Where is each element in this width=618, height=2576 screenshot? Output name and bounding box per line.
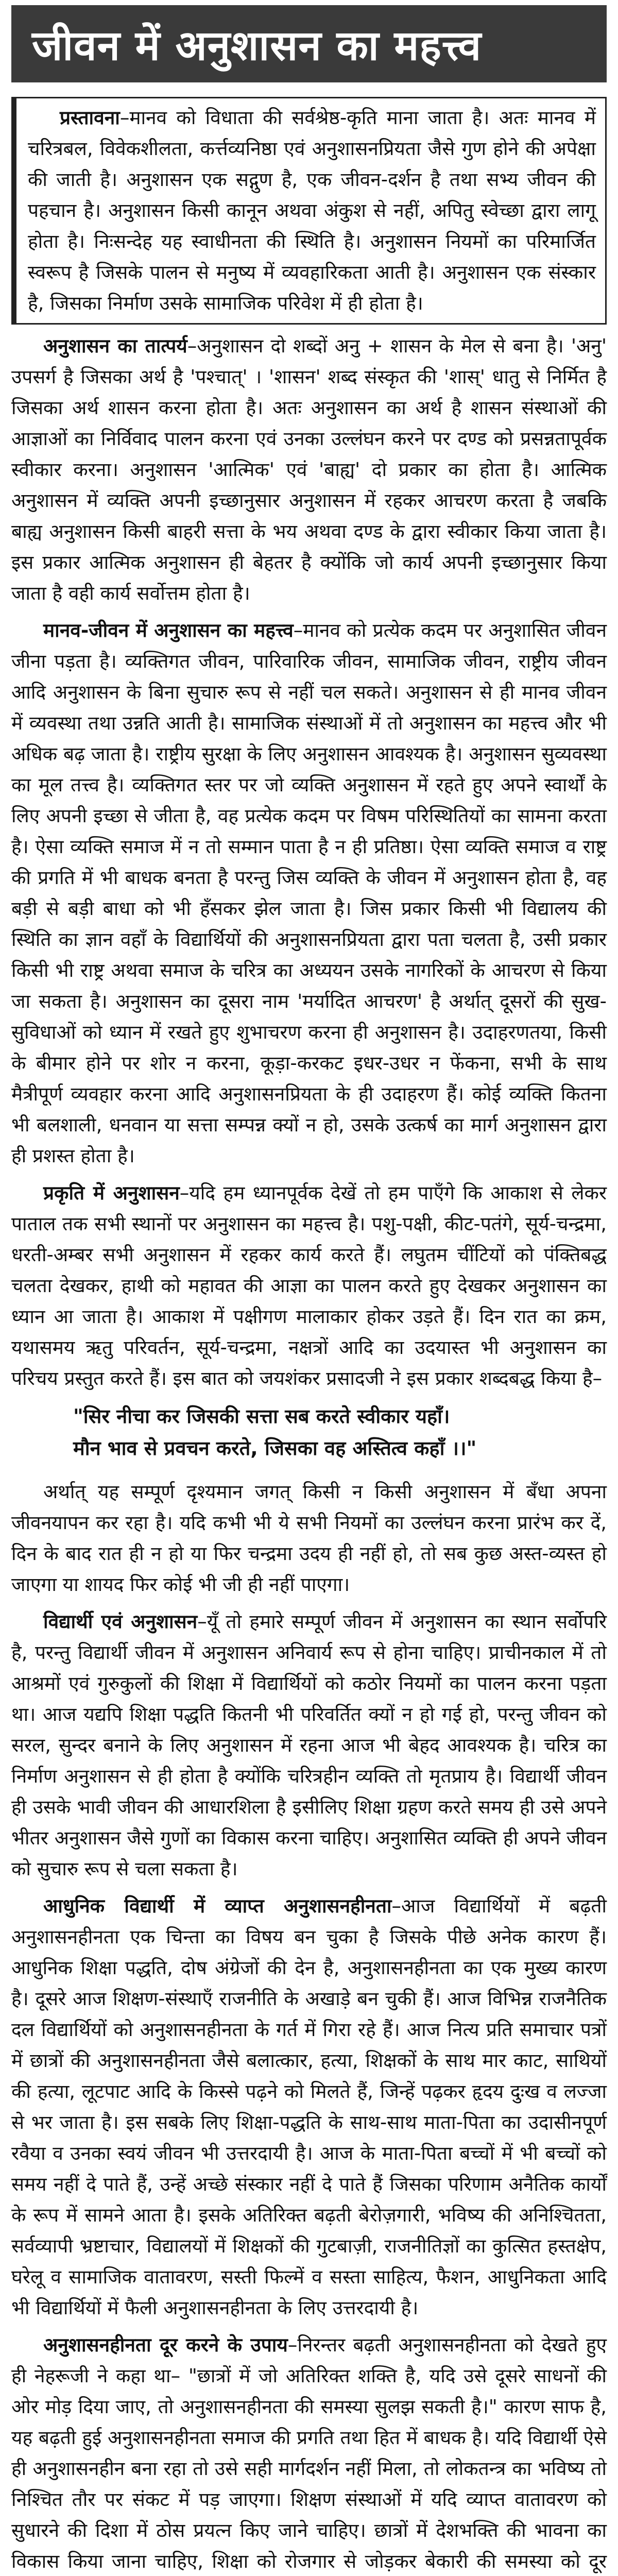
section-student-discipline bbox=[11, 1606, 607, 1885]
poem-line-2: मौन भाव से प्रवचन करते, जिसका वह अस्तित्व कहाँ ।।" bbox=[73, 1437, 477, 1460]
section-remedies bbox=[11, 2330, 607, 2576]
section-paragraph: प्रकृति में अनुशासन–यदि हम ध्यानपूर्वक देखें तो हम पाएँगे कि आकाश से लेकर पाताल तक सभी स्थानों पर अनुशासन का महत्त्व है। पशु-पक्षी, कीट-पतंगे, सूर्य-चन्द्रमा, धरती-अम्बर सभी अनुशासन में रहकर कार्य करते हैं। लघुतम चींटियों को पंक्तिबद्ध चलता देखकर, हाथी को महावत की आज्ञा का पालन करते हुए देखकर अनुशासन का ध्यान आ जाता है। आकाश में पक्षीगण मालाकार होकर उड़ते हैं। दिन रात का क्रम, यथासमय ऋतु परिवर्तन, सूर्य-चन्द्रमा, नक्षत्रों आदि का उदयास्त भी अनुशासन का परिचय प्रस्तुत करते हैं। इस बात को जयशंकर प्रसादजी ने इस प्रकार शब्दबद्ध किया है– bbox=[11, 1182, 607, 1389]
section-text: अनुशासन दो शब्दों अनु + शासन के मेल से बना है। 'अनु' उपसर्ग है जिसका अर्थ है 'पश्चात्' । 'शासन' शब्द संस्कृत की 'शास्' धातु से निर्मित है जिसका अर्थ शासन करना होता है। अतः अनुशासन का अर्थ है शासन संस्थाओं की आज्ञाओं का निर्विवाद पालन करना एवं उनका उल्लंघन करने पर दण्ड को प्रसन्नतापूर्वक स्वीकार करना। अनुशासन 'आत्मिक' एवं 'बाह्य' दो प्रकार का होता है। आत्मिक अनुशासन में व्यक्ति अपनी इच्छानुसार अनुशासन में रहकर आचरण करता है जबकि बाह्य अनुशासन किसी बाहरी सत्ता के भय अथवा दण्ड के द्वारा स्वीकार किया जाता है। इस प्रकार आत्मिक अनुशासन ही बेहतर है क्योंकि जो कार्य अपनी इच्छानुसार किया जाता है वही कार्य सर्वोत्तम होता है। bbox=[11, 335, 607, 604]
section-importance bbox=[11, 615, 607, 1172]
section-paragraph: आधुनिक विद्यार्थी में व्याप्त अनुशासनहीनता–आज विद्यार्थियों में बढ़ती अनुशासनहीनता एक चिन्ता का विषय बन चुका है जिसके पीछे अनेक कारण हैं। आधुनिक शिक्षा पद्धति, दोष अंग्रेजों की देन है, अनुशासनहीनता का एक मुख्य कारण है। दूसरे आज शिक्षण-संस्थाएँ राजनीति के अखाड़े बन चुकी हैं। आज विभिन्न राजनैतिक दल विद्यार्थियों को अनुशासनहीनता के गर्त में गिरा रहे हैं। आज नित्य प्रति समाचार पत्रों में छात्रों की अनुशासनहीनता जैसे बलात्कार, हत्या, शिक्षकों के साथ मार काट, साथियों की हत्या, लूटपाट आदि के किस्से पढ़ने को मिलते हैं, जिन्हें पढ़कर हृदय दुःख व लज्जा से भर जाता है। इस सबके लिए शिक्षा-पद्धति के साथ-साथ माता-पिता का उदासीनपूर्ण रवैया व उनका स्वयं जीवन भी उत्तरदायी है। आज के माता-पिता बच्चों में भी बच्चों को समय नहीं दे पाते हैं, उन्हें अच्छे संस्कार नहीं दे पाते हैं जिसका परिणाम अनैतिक कार्यों के रूप में सामने आता है। इसके अतिरिक्त बढ़ती बेरोज़गारी, भविष्य की अनिश्चितता, सर्वव्यापी भ्रष्टाचार, विद्यालयों में शिक्षकों की गुटबाज़ी, राजनीतिज्ञों का कुत्सित हस्तक्षेप, घरेलू व सामाजिक वातावरण, सस्ती फिल्में व सस्ता साहित्य, फैशन, आधुनिकता आदि भी विद्यार्थियों में फैली अनुशासनहीनता के लिए उत्तरदायी है। bbox=[11, 1895, 607, 2319]
after-poem-text: अर्थात् यह सम्पूर्ण दृश्यमान जगत् किसी न किसी अनुशासन में बँधा अपना जीवनयापन कर रहा है। यदि कभी भी ये सभी नियमों का उल्लंघन करना प्रारंभ कर दें, दिन के बाद रात ही न हो या फिर चन्द्रमा उदय ही नहीं हो, तो सब कुछ अस्त-व्यस्त हो जाएगा या शायद फिर कोई भी जी ही नहीं पाएगा। bbox=[11, 1481, 607, 1596]
section-indiscipline bbox=[11, 1891, 607, 2324]
title-banner bbox=[11, 5, 607, 82]
section-text: निरन्तर बढ़ती अनुशासनहीनता को देखते हुए ही नेहरूजी ने कहा था– "छात्रों में जो अतिरिक्त शक्ति है, यदि उसे दूसरे साधनों की ओर मोड़ दिया जाए, तो अनुशासनहीनता की समस्या सुलझ सकती है।" कारण साफ है, यह बढ़ती हुई अनुशासनहीनता समाज की प्रगति तथा हित में बाधक है। यदि विद्यार्थी ऐसे ही अनुशासनहीन बना रहा तो उसे सही मार्गदर्शन नहीं मिला, तो लोकतन्त्र का भविष्य तो निश्चित तौर पर संकट में पड़ जाएगा। शिक्षण संस्थाओं में यदि व्याप्त वातावरण को सुधारने की दिशा में ठोस प्रयत्न किए जाने चाहिए। छात्रों में देशभक्ति की भावना का विकास किया जाना चाहिए, शिक्षा को रोजगार से जोड़कर बेकारी की समस्या को दूर bbox=[11, 2334, 607, 2572]
section-meaning bbox=[11, 331, 607, 609]
section-text: आज विद्यार्थियों में बढ़ती अनुशासनहीनता एक चिन्ता का विषय बन चुका है जिसके पीछे अनेक कारण हैं। आधुनिक शिक्षा पद्धति, दोष अंग्रेजों की देन है, अनुशासनहीनता का एक मुख्य कारण है। दूसरे आज शिक्षण-संस्थाएँ राजनीति के अखाड़े बन चुकी हैं। आज विभिन्न राजनैतिक दल विद्यार्थियों को अनुशासनहीनता के गर्त में गिरा रहे हैं। आज नित्य प्रति समाचार पत्रों में छात्रों की अनुशासनहीनता जैसे बलात्कार, हत्या, शिक्षकों के साथ मार काट, साथियों की हत्या, लूटपाट आदि के किस्से पढ़ने को मिलते हैं, जिन्हें पढ़कर हृदय दुःख व लज्जा से भर जाता है। इस सबके लिए शिक्षा-पद्धति के साथ-साथ माता-पिता का उदासीनपूर्ण रवैया व उनका स्वयं जीवन भी उत्तरदायी है। आज के माता-पिता बच्चों में भी बच्चों को समय नहीं दे पाते हैं, उन्हें अच्छे संस्कार नहीं दे पाते हैं जिसका परिणाम अनैतिक कार्यों के रूप में सामने आता है। इसके अतिरिक्त बढ़ती बेरोज़गारी, भविष्य की अनिश्चितता, सर्वव्यापी भ्रष्टाचार, विद्यालयों में शिक्षकों की गुटबाज़ी, राजनीतिज्ञों का कुत्सित हस्तक्षेप, घरेलू व सामाजिक वातावरण, सस्ती फिल्में व सस्ता साहित्य, फैशन, आधुनिकता आदि भी विद्यार्थियों में फैली अनुशासनहीनता के लिए उत्तरदायी है। bbox=[11, 1895, 607, 2319]
section-heading: विद्यार्थी एवं अनुशासन bbox=[43, 1611, 198, 1633]
section-introduction bbox=[11, 97, 607, 325]
section-paragraph: अनुशासन का तात्पर्य–अनुशासन दो शब्दों अनु + शासन के मेल से बना है। 'अनु' उपसर्ग है जिसका अर्थ है 'पश्चात्' । 'शासन' शब्द संस्कृत की 'शास्' धातु से निर्मित है जिसका अर्थ शासन करना होता है। अतः अनुशासन का अर्थ है शासन संस्थाओं की आज्ञाओं का निर्विवाद पालन करना एवं उनका उल्लंघन करने पर दण्ड को प्रसन्नतापूर्वक स्वीकार करना। अनुशासन 'आत्मिक' एवं 'बाह्य' दो प्रकार का होता है। आत्मिक अनुशासन में व्यक्ति अपनी इच्छानुसार अनुशासन में रहकर आचरण करता है जबकि बाह्य अनुशासन किसी बाहरी सत्ता के भय अथवा दण्ड के द्वारा स्वीकार किया जाता है। इस प्रकार आत्मिक अनुशासन ही बेहतर है क्योंकि जो कार्य अपनी इच्छानुसार किया जाता है वही कार्य सर्वोत्तम होता है। bbox=[11, 335, 607, 604]
section-after-poem bbox=[11, 1477, 607, 1600]
poem-line-1: "सिर नीचा कर जिसकी सत्ता सब करते स्वीकार यहाँ। bbox=[73, 1405, 450, 1428]
section-text: मानव को प्रत्येक कदम पर अनुशासित जीवन जीना पड़ता है। व्यक्तिगत जीवन, पारिवारिक जीवन, सामाजिक जीवन, राष्ट्रीय जीवन आदि अनुशासन के बिना सुचारु रूप से नहीं चल सकते। अनुशासन से ही मानव जीवन में व्यवस्था तथा उन्नति आती है। सामाजिक संस्थाओं में तो अनुशासन का महत्त्व और भी अधिक बढ़ जाता है। राष्ट्रीय सुरक्षा के लिए अनुशासन आवश्यक है। अनुशासन सुव्यवस्था का मूल तत्त्व है। व्यक्तिगत स्तर पर जो व्यक्ति अनुशासन में रहते हुए अपने स्वार्थों के लिए अपनी इच्छा से जीता है, वह प्रत्येक कदम पर विषम परिस्थितियों का सामना करता है। ऐसा व्यक्ति समाज में न तो सम्मान पाता है न ही प्रतिष्ठा। ऐसा व्यक्ति समाज व राष्ट्र की प्रगति में भी बाधक बनता है परन्तु जिस व्यक्ति के जीवन में अनुशासन होता है, वह बड़ी से बड़ी बाधा को भी हँसकर झेल जाता है। जिस प्रकार किसी भी विद्यालय की स्थिति का ज्ञान वहाँ के विद्यार्थियों की अनुशासनप्रियता द्वारा पता चलता है, उसी प्रकार किसी भी राष्ट्र अथवा समाज के चरित्र का अध्ययन उसके नागरिकों के आचरण से किया जा सकता है। अनुशासन का दूसरा नाम 'मर्यादित आचरण' है अर्थात् दूसरों की सुख-सुविधाओं को ध्यान में रखते हुए शुभाचरण करना ही अनुशासन है। उदाहरणतया, किसी के बीमार होने पर शोर न करना, कूड़ा-करकट इधर-उधर न फेंकना, सभी के साथ मैत्रीपूर्ण व्यवहार करना आदि अनुशासनप्रियता के ही उदाहरण हैं। कोई व्यक्ति कितना भी बलशाली, धनवान या सत्ता सम्पन्न क्यों न हो, उसके उत्कर्ष का मार्ग अनुशासन द्वारा ही प्रशस्त होता है। bbox=[11, 619, 607, 1167]
page-title: जीवन में अनुशासन का महत्त्व bbox=[32, 21, 482, 70]
section-nature bbox=[11, 1178, 607, 1394]
section-heading: आधुनिक विद्यार्थी में व्याप्त अनुशासनहीनता bbox=[43, 1895, 392, 1917]
section-text: मानव को विधाता की सर्वश्रेष्ठ-कृति माना जाता है। अतः मानव में चरित्रबल, विवेकशीलता, कर्त्तव्यनिष्ठा एवं अनुशासनप्रियता जैसे गुण होने की अपेक्षा की जाती है। अनुशासन एक सद्गुण है, एक जीवन-दर्शन है तथा सभ्य जीवन की पहचान है। अनुशासन किसी कानून अथवा अंकुश से नहीं, अपितु स्वेच्छा द्वारा लागू होता है। निःसन्देह यह स्वाधीनता की स्थिति है। अनुशासन नियमों का परिमार्जित स्वरूप है जिसके पालन से मनुष्य में व्यवहारिकता आती है। अनुशासन एक संस्कार है, जिसका निर्माण उसके सामाजिक परिवेश में ही होता है। bbox=[28, 107, 596, 314]
essay-page bbox=[0, 5, 618, 2576]
section-paragraph: प्रस्तावना–मानव को विधाता की सर्वश्रेष्ठ-कृति माना जाता है। अतः मानव में चरित्रबल, विवेकशीलता, कर्त्तव्यनिष्ठा एवं अनुशासनप्रियता जैसे गुण होने की अपेक्षा की जाती है। अनुशासन एक सद्गुण है, एक जीवन-दर्शन है तथा सभ्य जीवन की पहचान है। अनुशासन किसी कानून अथवा अंकुश से नहीं, अपितु स्वेच्छा द्वारा लागू होता है। निःसन्देह यह स्वाधीनता की स्थिति है। अनुशासन नियमों का परिमार्जित स्वरूप है जिसके पालन से मनुष्य में व्यवहारिकता आती है। अनुशासन एक संस्कार है, जिसका निर्माण उसके सामाजिक परिवेश में ही होता है। bbox=[28, 107, 596, 314]
poem-quote bbox=[73, 1400, 607, 1464]
section-paragraph: अनुशासनहीनता दूर करने के उपाय–निरन्तर बढ़ती अनुशासनहीनता को देखते हुए ही नेहरूजी ने कहा था– "छात्रों में जो अतिरिक्त शक्ति है, यदि उसे दूसरे साधनों की ओर मोड़ दिया जाए, तो अनुशासनहीनता की समस्या सुलझ सकती है।" कारण साफ है, यह बढ़ती हुई अनुशासनहीनता समाज की प्रगति तथा हित में बाधक है। यदि विद्यार्थी ऐसे ही अनुशासनहीन बना रहा तो उसे सही मार्गदर्शन नहीं मिला, तो लोकतन्त्र का भविष्य तो निश्चित तौर पर संकट में पड़ जाएगा। शिक्षण संस्थाओं में यदि व्याप्त वातावरण को सुधारने की दिशा में ठोस प्रयत्न किए जाने चाहिए। छात्रों में देशभक्ति की भावना का विकास किया जाना चाहिए, शिक्षा को रोजगार से जोड़कर बेकारी की समस्या को दूर bbox=[11, 2330, 607, 2576]
section-heading: मानव-जीवन में अनुशासन का महत्त्व bbox=[43, 619, 294, 641]
section-text: यदि हम ध्यानपूर्वक देखें तो हम पाएँगे कि आकाश से लेकर पाताल तक सभी स्थानों पर अनुशासन का महत्त्व है। पशु-पक्षी, कीट-पतंगे, सूर्य-चन्द्रमा, धरती-अम्बर सभी अनुशासन में रहकर कार्य करते हैं। लघुतम चींटियों को पंक्तिबद्ध चलता देखकर, हाथी को महावत की आज्ञा का पालन करते हुए देखकर अनुशासन का ध्यान आ जाता है। आकाश में पक्षीगण मालाकार होकर उड़ते हैं। दिन रात का क्रम, यथासमय ऋतु परिवर्तन, सूर्य-चन्द्रमा, नक्षत्रों आदि का उदयास्त भी अनुशासन का परिचय प्रस्तुत करते हैं। इस बात को जयशंकर प्रसादजी ने इस प्रकार शब्दबद्ध किया है– bbox=[11, 1182, 607, 1389]
section-heading: प्रस्तावना bbox=[60, 107, 120, 129]
section-paragraph: विद्यार्थी एवं अनुशासन–यूँ तो हमारे सम्पूर्ण जीवन में अनुशासन का स्थान सर्वोपरि है, परन्तु विद्यार्थी जीवन में अनुशासन अनिवार्य रूप से होना चाहिए। प्राचीनकाल में तो आश्रमों एवं गुरुकुलों की शिक्षा में विद्यार्थियों को कठोर नियमों का पालन करना पड़ता था। आज यद्यपि शिक्षा पद्धति कितनी भी परिवर्तित क्यों न हो गई हो, परन्तु जीवन को सरल, सुन्दर बनाने के लिए अनुशासन में रहना आज भी बेहद आवश्यक है। चरित्र का निर्माण अनुशासन से ही होता है क्योंकि चरित्रहीन व्यक्ति तो मृतप्राय है। विद्यार्थी जीवन ही उसके भावी जीवन की आधारशिला है इसीलिए शिक्षा ग्रहण करते समय ही उसे अपने भीतर अनुशासन जैसे गुणों का विकास करना चाहिए। अनुशासित व्यक्ति ही अपने जीवन को सुचारु रूप से चला सकता है। bbox=[11, 1611, 607, 1880]
section-heading: अनुशासन का तात्पर्य bbox=[43, 335, 187, 357]
section-paragraph: मानव-जीवन में अनुशासन का महत्त्व–मानव को प्रत्येक कदम पर अनुशासित जीवन जीना पड़ता है। व्यक्तिगत जीवन, पारिवारिक जीवन, सामाजिक जीवन, राष्ट्रीय जीवन आदि अनुशासन के बिना सुचारु रूप से नहीं चल सकते। अनुशासन से ही मानव जीवन में व्यवस्था तथा उन्नति आती है। सामाजिक संस्थाओं में तो अनुशासन का महत्त्व और भी अधिक बढ़ जाता है। राष्ट्रीय सुरक्षा के लिए अनुशासन आवश्यक है। अनुशासन सुव्यवस्था का मूल तत्त्व है। व्यक्तिगत स्तर पर जो व्यक्ति अनुशासन में रहते हुए अपने स्वार्थों के लिए अपनी इच्छा से जीता है, वह प्रत्येक कदम पर विषम परिस्थितियों का सामना करता है। ऐसा व्यक्ति समाज में न तो सम्मान पाता है न ही प्रतिष्ठा। ऐसा व्यक्ति समाज व राष्ट्र की प्रगति में भी बाधक बनता है परन्तु जिस व्यक्ति के जीवन में अनुशासन होता है, वह बड़ी से बड़ी बाधा को भी हँसकर झेल जाता है। जिस प्रकार किसी भी विद्यालय की स्थिति का ज्ञान वहाँ के विद्यार्थियों की अनुशासनप्रियता द्वारा पता चलता है, उसी प्रकार किसी भी राष्ट्र अथवा समाज के चरित्र का अध्ययन उसके नागरिकों के आचरण से किया जा सकता है। अनुशासन का दूसरा नाम 'मर्यादित आचरण' है अर्थात् दूसरों की सुख-सुविधाओं को ध्यान में रखते हुए शुभाचरण करना ही अनुशासन है। उदाहरणतया, किसी के बीमार होने पर शोर न करना, कूड़ा-करकट इधर-उधर न फेंकना, सभी के साथ मैत्रीपूर्ण व्यवहार करना आदि अनुशासनप्रियता के ही उदाहरण हैं। कोई व्यक्ति कितना भी बलशाली, धनवान या सत्ता सम्पन्न क्यों न हो, उसके उत्कर्ष का मार्ग अनुशासन द्वारा ही प्रशस्त होता है। bbox=[11, 619, 607, 1167]
section-text: यूँ तो हमारे सम्पूर्ण जीवन में अनुशासन का स्थान सर्वोपरि है, परन्तु विद्यार्थी जीवन में अनुशासन अनिवार्य रूप से होना चाहिए। प्राचीनकाल में तो आश्रमों एवं गुरुकुलों की शिक्षा में विद्यार्थियों को कठोर नियमों का पालन करना पड़ता था। आज यद्यपि शिक्षा पद्धति कितनी भी परिवर्तित क्यों न हो गई हो, परन्तु जीवन को सरल, सुन्दर बनाने के लिए अनुशासन में रहना आज भी बेहद आवश्यक है। चरित्र का निर्माण अनुशासन से ही होता है क्योंकि चरित्रहीन व्यक्ति तो मृतप्राय है। विद्यार्थी जीवन ही उसके भावी जीवन की आधारशिला है इसीलिए शिक्षा ग्रहण करते समय ही उसे अपने भीतर अनुशासन जैसे गुणों का विकास करना चाहिए। अनुशासित व्यक्ति ही अपने जीवन को सुचारु रूप से चला सकता है। bbox=[11, 1611, 607, 1880]
section-heading: प्रकृति में अनुशासन bbox=[43, 1182, 180, 1204]
section-heading: अनुशासनहीनता दूर करने के उपाय bbox=[43, 2334, 288, 2356]
